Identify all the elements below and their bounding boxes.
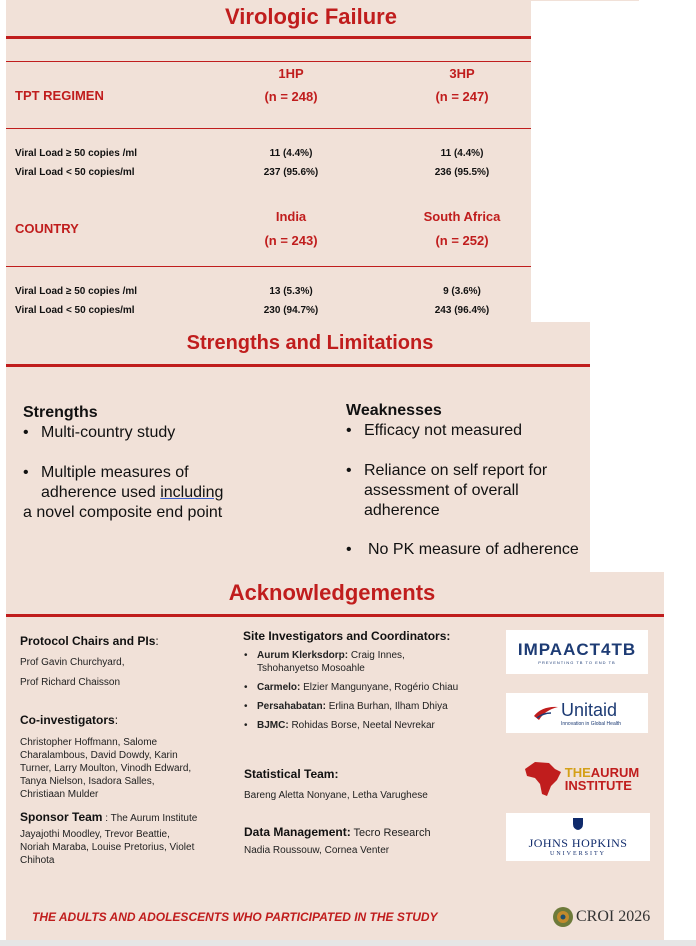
africa-map-icon (523, 760, 563, 798)
impaact-logo-tagline: PREVENTING TB TO END TB (538, 659, 616, 665)
impaact4tb-logo (506, 630, 648, 674)
weakness-text: No PK measure of adherence (368, 541, 579, 558)
site-name: Aurum Klerksdorp: (257, 650, 349, 661)
jhu-logo-text: JOHNS HOPKINS (528, 836, 628, 850)
heading-text: Co-investigators (20, 713, 115, 727)
data-management-names: Nadia Roussouw, Cornea Venter (244, 845, 390, 856)
strength-item (23, 463, 189, 483)
strengths-limitations-title: Strengths and Limitations (186, 332, 434, 354)
country-col1-name: India (275, 209, 307, 224)
list-item (244, 719, 504, 732)
croi-globe-icon (552, 906, 574, 928)
list-item: Chihota (20, 855, 55, 866)
weakness-text: adherence (364, 502, 440, 519)
table-rule (6, 61, 531, 62)
weakness-text: Reliance on self report for (364, 462, 548, 479)
heading-text: Protocol Chairs and PIs (20, 634, 156, 648)
shield-icon (571, 817, 585, 831)
impaact-logo-text: IMPAACT4TB (517, 639, 637, 659)
bottom-strip (0, 940, 696, 946)
bullet: • (244, 701, 248, 712)
list-item: Turner, Larry Moulton, Vinodh Edward, (20, 763, 192, 774)
strengths-heading: Strengths (23, 404, 98, 421)
weakness-item (346, 461, 547, 481)
croi-logo (552, 906, 650, 928)
acknowledgements-panel (6, 572, 664, 940)
top-rule (531, 0, 639, 1)
unitaid-swoosh-icon (533, 704, 559, 722)
table-row-label: Viral Load < 50 copies/ml (15, 305, 135, 316)
site-name: Persahabatan: (257, 701, 326, 712)
list-item (244, 700, 504, 713)
list-item (244, 649, 504, 675)
co-investigators-list (20, 736, 191, 801)
sponsor-team-list (20, 828, 194, 867)
croi-year: 2026 (618, 908, 651, 925)
site-entry (257, 719, 435, 732)
heading-text: Data Management: (244, 825, 351, 839)
co-investigators-heading (20, 713, 118, 727)
site-people: Erlina Burhan, Ilham Dhiya (325, 701, 448, 712)
strength-text-part: adherence used (41, 484, 161, 501)
strength-text-underlined: including (160, 484, 224, 501)
country-label: COUNTRY (15, 221, 79, 236)
aurum-institute-logo (506, 754, 656, 804)
bullet: • (23, 464, 29, 481)
site-investigators-list (244, 649, 504, 732)
sponsor-heading (20, 808, 197, 826)
bullet: • (346, 541, 352, 558)
heading-colon: : (114, 713, 119, 727)
table-cell: 236 (95.5%) (434, 167, 490, 178)
tpt-col1-name: 1HP (278, 66, 304, 81)
list-item: Noriah Maraba, Louise Pretorius, Violet (20, 842, 195, 853)
strengths-limitations-panel (6, 322, 590, 572)
country-col2-n: (n = 252) (435, 233, 489, 248)
table-row-label: Viral Load < 50 copies/ml (15, 167, 135, 178)
list-item: Jayajothi Moodley, Trevor Beattie, (20, 829, 170, 840)
unitaid-logo-text: Unitaid (560, 699, 617, 720)
list-item: Charalambous, David Dowdy, Karin (20, 750, 178, 761)
list-item (244, 681, 504, 694)
tpt-regimen-label: TPT REGIMEN (15, 88, 104, 103)
bullet: • (244, 650, 248, 661)
johns-hopkins-logo (506, 813, 650, 861)
table-cell: 11 (4.4%) (440, 148, 484, 159)
title-underline (6, 614, 664, 617)
tpt-col2-n: (n = 247) (435, 89, 489, 104)
strength-text: Multi-country study (41, 424, 176, 441)
heading-text: Sponsor Team (20, 810, 103, 824)
unitaid-logo (506, 693, 648, 733)
acknowledgements-title: Acknowledgements (228, 580, 436, 605)
list-item: Christiaan Mulder (20, 789, 99, 800)
site-entry (257, 649, 405, 675)
bullet: • (244, 682, 248, 693)
title-underline (6, 36, 531, 39)
protocol-chair-name: Prof Richard Chaisson (20, 677, 121, 688)
weakness-item (346, 421, 522, 441)
table-rule (6, 128, 531, 129)
table-cell: 230 (94.7%) (263, 305, 319, 316)
site-people: Craig Innes, (348, 650, 405, 661)
weakness-text: Efficacy not measured (364, 422, 523, 439)
table-row-label: Viral Load ≥ 50 copies /ml (15, 286, 138, 297)
data-management-heading (244, 823, 431, 841)
table-cell: 237 (95.6%) (263, 167, 319, 178)
jhu-logo-sub: UNIVERSITY (549, 851, 606, 857)
protocol-chair-name: Prof Gavin Churchyard, (20, 657, 125, 668)
table-rule (6, 266, 531, 267)
weakness-text: assessment of overall (364, 482, 519, 499)
site-name: BJMC: (257, 720, 289, 731)
site-people: Elzier Mangunyane, Rogério Chiau (300, 682, 459, 693)
bullet: • (346, 422, 352, 439)
bullet: • (23, 424, 29, 441)
list-item: Tanya Nielson, Isadora Salles, (20, 776, 155, 787)
aurum-logo-sub: INSTITUTE (564, 778, 632, 793)
site-people: Tshohanyetso Mosoahle (257, 663, 365, 674)
weakness-item (346, 540, 579, 560)
table-cell: 243 (96.4%) (434, 305, 490, 316)
aurum-the: THE (564, 765, 591, 780)
table-cell: 13 (5.3%) (269, 286, 313, 297)
bullet: • (346, 462, 352, 479)
tpt-col2-name: 3HP (449, 66, 475, 81)
table-row-label: Viral Load ≥ 50 copies /ml (15, 148, 138, 159)
statistical-team-names: Bareng Aletta Nonyane, Letha Varughese (244, 790, 428, 801)
aurum-name: AURUM (590, 765, 640, 780)
site-name: Carmelo: (257, 682, 301, 693)
strength-text: Multiple measures of (41, 464, 189, 481)
title-underline (6, 364, 590, 367)
participants-footer: THE ADULTS AND ADOLESCENTS WHO PARTICIPATED IN THE STUDY (32, 910, 438, 924)
table-cell: 11 (4.4%) (269, 148, 313, 159)
bullet: • (244, 720, 248, 731)
country-col2-name: South Africa (423, 209, 501, 224)
site-entry (257, 700, 448, 713)
protocol-chairs-heading (20, 634, 159, 648)
site-investigators-heading: Site Investigators and Coordinators: (243, 629, 451, 643)
virologic-failure-title: Virologic Failure (225, 4, 397, 29)
strength-text: a novel composite end point (23, 504, 223, 521)
statistical-team-heading: Statistical Team: (244, 767, 339, 781)
site-people: Rohidas Borse, Neetal Nevrekar (288, 720, 435, 731)
site-entry (257, 681, 458, 694)
weaknesses-heading: Weaknesses (346, 402, 442, 419)
country-col1-n: (n = 243) (264, 233, 318, 248)
strength-item (23, 423, 175, 443)
strength-text (41, 483, 223, 503)
list-item: Christopher Hoffmann, Salome (20, 737, 158, 748)
table-cell: 9 (3.6%) (443, 286, 481, 297)
sponsor-name: : The Aurum Institute (102, 813, 198, 824)
heading-colon: : (155, 634, 159, 648)
tpt-col1-n: (n = 248) (264, 89, 318, 104)
data-management-org: Tecro Research (350, 827, 431, 839)
virologic-failure-panel (6, 0, 531, 322)
unitaid-logo-tagline: Innovation in Global Health (560, 720, 622, 727)
croi-text: CROI (576, 908, 615, 925)
